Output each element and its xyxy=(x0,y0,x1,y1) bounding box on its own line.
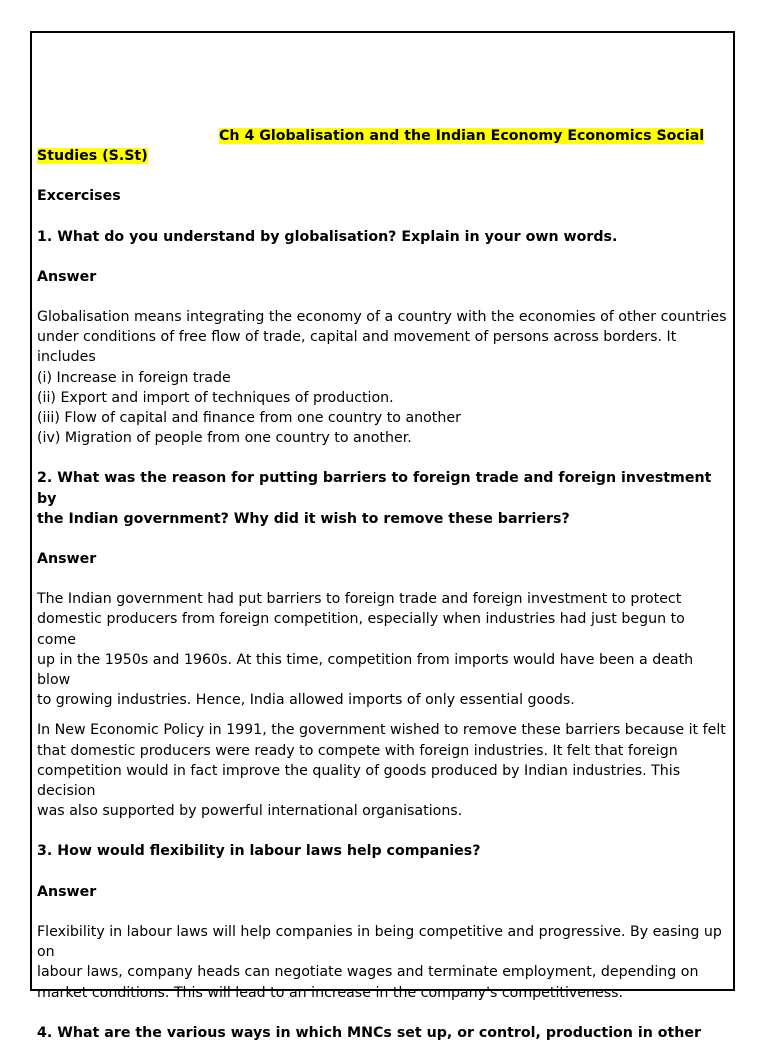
title-highlight-1: Ch 4 Globalisation and the Indian Economy Economics Social xyxy=(219,128,705,144)
title-line-2 xyxy=(37,146,727,166)
title-highlight-2: Studies (S.St) xyxy=(37,148,148,165)
title-line-1 xyxy=(37,126,727,146)
answer-label-2: Answer xyxy=(37,551,97,568)
answer-2-para2-line: that domestic producers were ready to compete with foreign industries. It felt that foreign xyxy=(37,742,678,759)
document-content xyxy=(37,126,727,1043)
answer-2-para2-line: In New Economic Policy in 1991, the government wished to remove these barriers because it felt xyxy=(37,722,726,739)
question-2-line: the Indian government? Why did it wish to remove these barriers? xyxy=(37,510,570,527)
list-item: (iv) Migration of people from one country to another. xyxy=(37,430,412,447)
answer-label-3: Answer xyxy=(37,883,97,900)
answer-3-line: labour laws, company heads can negotiate wages and terminate employment, depending on xyxy=(37,964,699,981)
answer-2-para1-line: up in the 1950s and 1960s. At this time, competition from imports would have been a death blow xyxy=(37,651,694,689)
question-2-line: 2. What was the reason for putting barriers to foreign trade and foreign investment by xyxy=(37,470,712,507)
list-item: (iii) Flow of capital and finance from one country to another xyxy=(37,410,461,427)
question-3: 3. How would flexibility in labour laws help companies? xyxy=(37,843,481,860)
answer-1-line: Globalisation means integrating the economy of a country with the economies of other countries xyxy=(37,309,727,326)
question-4: 4. What are the various ways in which MNCs set up, or control, production in other xyxy=(37,1024,701,1041)
answer-2-para2-line: was also supported by powerful international organisations. xyxy=(37,803,463,820)
answer-label-1: Answer xyxy=(37,268,97,285)
answer-3-line: Flexibility in labour laws will help companies in being competitive and progressive. By easing up on xyxy=(37,923,722,961)
answer-3-line: market conditions. This will lead to an increase in the company's competitiveness. xyxy=(37,984,624,1001)
answer-2-para2-line: competition would in fact improve the quality of goods produced by Indian industries. This decision xyxy=(37,762,681,800)
list-item: (i) Increase in foreign trade xyxy=(37,369,231,386)
question-1: 1. What do you understand by globalisation? Explain in your own words. xyxy=(37,228,618,245)
answer-2-para1-line: to growing industries. Hence, India allowed imports of only essential goods. xyxy=(37,692,575,709)
answer-1-line: under conditions of free flow of trade, capital and movement of persons across borders. It includes xyxy=(37,329,677,366)
answer-2-para1-line: domestic producers from foreign competition, especially when industries had just begun to come xyxy=(37,611,685,648)
section-heading: Excercises xyxy=(37,188,121,205)
answer-2-para1-line: The Indian government had put barriers to foreign trade and foreign investment to protect xyxy=(37,591,682,608)
list-item: (ii) Export and import of techniques of production. xyxy=(37,389,394,406)
